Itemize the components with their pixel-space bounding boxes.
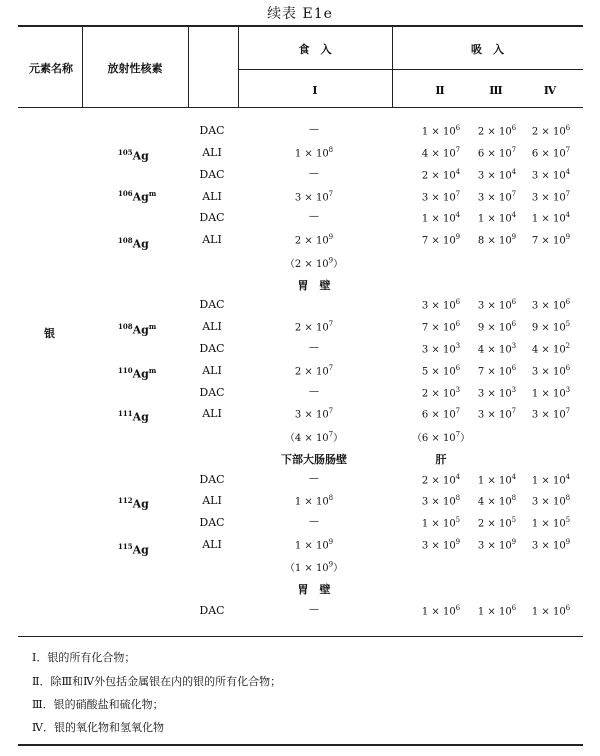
header-divider-2 (188, 26, 189, 108)
header-nuclide: 放射性核素 (107, 62, 163, 75)
value-class-ii: $7 \times 10^9$ (421, 233, 461, 247)
rule-top (18, 25, 583, 27)
value-class-iii: $3 \times 10^9$ (477, 538, 517, 552)
element-name: 银 (44, 327, 55, 340)
value-class-iii: $3 \times 10^6$ (477, 298, 517, 312)
value-class-iii: $4 \times 10^3$ (477, 342, 517, 356)
value-class-i: $1 \times 10^8$ (294, 146, 334, 160)
value-class-ii: $3 \times 10^8$ (421, 494, 461, 508)
quantity-type: ALI (202, 364, 222, 377)
header-class-IV: Ⅳ (543, 84, 557, 97)
value-class-iv: $3 \times 10^4$ (531, 168, 571, 182)
quantity-type: DAC (199, 604, 225, 617)
header-element: 元素名称 (29, 62, 73, 75)
nuclide-label: $^{106}$Ag$^m$ (118, 189, 157, 204)
note-3: Ⅲ．银的硝酸盐和硫化物； (32, 698, 164, 711)
value-class-iii: $8 \times 10^9$ (477, 233, 517, 247)
value-class-iv: $1 \times 10^3$ (531, 386, 571, 400)
quantity-type: ALI (202, 538, 222, 551)
value-class-i: $(4 \times 10^7)$ (284, 430, 344, 444)
header-class-III: Ⅲ (489, 84, 503, 97)
value-class-i: 胃 壁 (297, 279, 331, 292)
value-class-iv: $2 \times 10^6$ (531, 124, 571, 138)
value-class-iii: $6 \times 10^7$ (477, 146, 517, 160)
nuclide-label: $^{112}$Ag (118, 496, 149, 511)
quantity-type: DAC (199, 298, 225, 311)
quantity-type: ALI (202, 320, 222, 333)
value-class-ii: $2 \times 10^4$ (421, 168, 461, 182)
value-class-ii: $4 \times 10^7$ (421, 146, 461, 160)
value-class-iv: $3 \times 10^7$ (531, 407, 571, 421)
value-class-i: — (309, 124, 319, 135)
value-class-ii: $1 \times 10^6$ (421, 604, 461, 618)
value-class-iii: $2 \times 10^5$ (477, 516, 517, 530)
value-class-i: $1 \times 10^9$ (294, 538, 334, 552)
nuclide-label: $^{108}$Ag (118, 236, 149, 251)
value-class-ii: $5 \times 10^6$ (421, 364, 461, 378)
value-class-iii: $9 \times 10^6$ (477, 320, 517, 334)
value-class-i: $(2 \times 10^9)$ (284, 256, 344, 270)
value-class-iv: $1 \times 10^6$ (531, 604, 571, 618)
value-class-ii: $1 \times 10^6$ (421, 124, 461, 138)
value-class-i: $3 \times 10^7$ (294, 407, 334, 421)
value-class-iii: $4 \times 10^8$ (477, 494, 517, 508)
nuclide-label: $^{108}$Ag$^m$ (118, 322, 157, 337)
quantity-type: DAC (199, 516, 225, 529)
value-class-i: — (309, 211, 319, 222)
value-class-iv: $3 \times 10^6$ (531, 298, 571, 312)
value-class-iv: $1 \times 10^4$ (531, 211, 571, 225)
value-class-iii: $2 \times 10^6$ (477, 124, 517, 138)
table-title: 续表 E1e (267, 6, 333, 22)
value-class-iii: $3 \times 10^3$ (477, 386, 517, 400)
value-class-ii: $1 \times 10^5$ (421, 516, 461, 530)
quantity-type: DAC (199, 342, 225, 355)
value-class-ii: $3 \times 10^9$ (421, 538, 461, 552)
rule-header-bottom (18, 107, 583, 108)
value-class-ii: $3 \times 10^3$ (421, 342, 461, 356)
value-class-ii: 肝 (435, 453, 447, 466)
rule-table-bottom (18, 636, 583, 637)
header-inhalation: 吸 入 (471, 43, 504, 56)
value-class-ii: $3 \times 10^6$ (421, 298, 461, 312)
value-class-ii: $2 \times 10^3$ (421, 386, 461, 400)
value-class-i: 胃 壁 (297, 583, 331, 596)
header-divider-1 (82, 26, 83, 108)
header-divider-4 (392, 26, 393, 108)
value-class-ii: $1 \times 10^4$ (421, 211, 461, 225)
rule-ingestion-sub (238, 69, 392, 70)
quantity-type: DAC (199, 473, 225, 486)
note-1: Ⅰ．银的所有化合物； (32, 651, 136, 664)
value-class-iii: $7 \times 10^6$ (477, 364, 517, 378)
header-divider-3 (238, 26, 239, 108)
value-class-iii: $3 \times 10^7$ (477, 190, 517, 204)
value-class-iv: $1 \times 10^5$ (531, 516, 571, 530)
value-class-iii: $3 \times 10^7$ (477, 407, 517, 421)
value-class-i: — (309, 168, 319, 179)
value-class-i: — (309, 473, 319, 484)
header-ingestion: 食 入 (298, 43, 332, 56)
value-class-iv: $3 \times 10^8$ (531, 494, 571, 508)
note-2: Ⅱ．除Ⅲ和Ⅳ外包括金属银在内的银的所有化合物； (32, 675, 282, 688)
value-class-i: $1 \times 10^8$ (294, 494, 334, 508)
value-class-i: $2 \times 10^7$ (294, 364, 334, 378)
value-class-iii: $1 \times 10^4$ (477, 211, 517, 225)
value-class-iii: $3 \times 10^4$ (477, 168, 517, 182)
quantity-type: ALI (202, 190, 222, 203)
header-class-I: Ⅰ (312, 84, 318, 97)
value-class-i: $2 \times 10^7$ (294, 320, 334, 334)
value-class-ii: $3 \times 10^7$ (421, 190, 461, 204)
rule-notes-bottom (18, 744, 583, 746)
value-class-iv: $4 \times 10^2$ (531, 342, 571, 356)
nuclide-label: $^{111}$Ag (118, 409, 149, 424)
nuclide-label: $^{115}$Ag (118, 542, 149, 557)
value-class-iv: $1 \times 10^4$ (531, 473, 571, 487)
value-class-iv: $7 \times 10^9$ (531, 233, 571, 247)
note-4: Ⅳ．银的氧化物和氢氧化物 (32, 721, 164, 734)
value-class-i: $2 \times 10^9$ (294, 233, 334, 247)
quantity-type: ALI (202, 233, 222, 246)
value-class-iv: $3 \times 10^7$ (531, 190, 571, 204)
rule-inhalation-sub (392, 69, 583, 70)
value-class-iii: $1 \times 10^6$ (477, 604, 517, 618)
value-class-iv: $3 \times 10^9$ (531, 538, 571, 552)
value-class-i: $3 \times 10^7$ (294, 190, 334, 204)
nuclide-label: $^{110}$Ag$^m$ (118, 366, 157, 381)
value-class-i: — (309, 516, 319, 527)
value-class-i: — (309, 386, 319, 397)
quantity-type: DAC (199, 211, 225, 224)
value-class-ii: $7 \times 10^6$ (421, 320, 461, 334)
quantity-type: DAC (199, 386, 225, 399)
value-class-iii: $1 \times 10^4$ (477, 473, 517, 487)
nuclide-label: $^{105}$Ag (118, 148, 149, 163)
value-class-i: — (309, 604, 319, 615)
quantity-type: ALI (202, 494, 222, 507)
value-class-ii: $6 \times 10^7$ (421, 407, 461, 421)
value-class-iv: $6 \times 10^7$ (531, 146, 571, 160)
quantity-type: DAC (199, 124, 225, 137)
value-class-i: $(1 \times 10^9)$ (284, 560, 344, 574)
header-class-II: Ⅱ (435, 84, 445, 97)
value-class-ii: $(6 \times 10^7)$ (411, 430, 471, 444)
quantity-type: ALI (202, 146, 222, 159)
quantity-type: ALI (202, 407, 222, 420)
value-class-i: 下部大肠肠壁 (281, 453, 347, 466)
value-class-iv: $9 \times 10^5$ (531, 320, 571, 334)
value-class-ii: $2 \times 10^4$ (421, 473, 461, 487)
quantity-type: DAC (199, 168, 225, 181)
value-class-iv: $3 \times 10^6$ (531, 364, 571, 378)
value-class-i: — (309, 342, 319, 353)
